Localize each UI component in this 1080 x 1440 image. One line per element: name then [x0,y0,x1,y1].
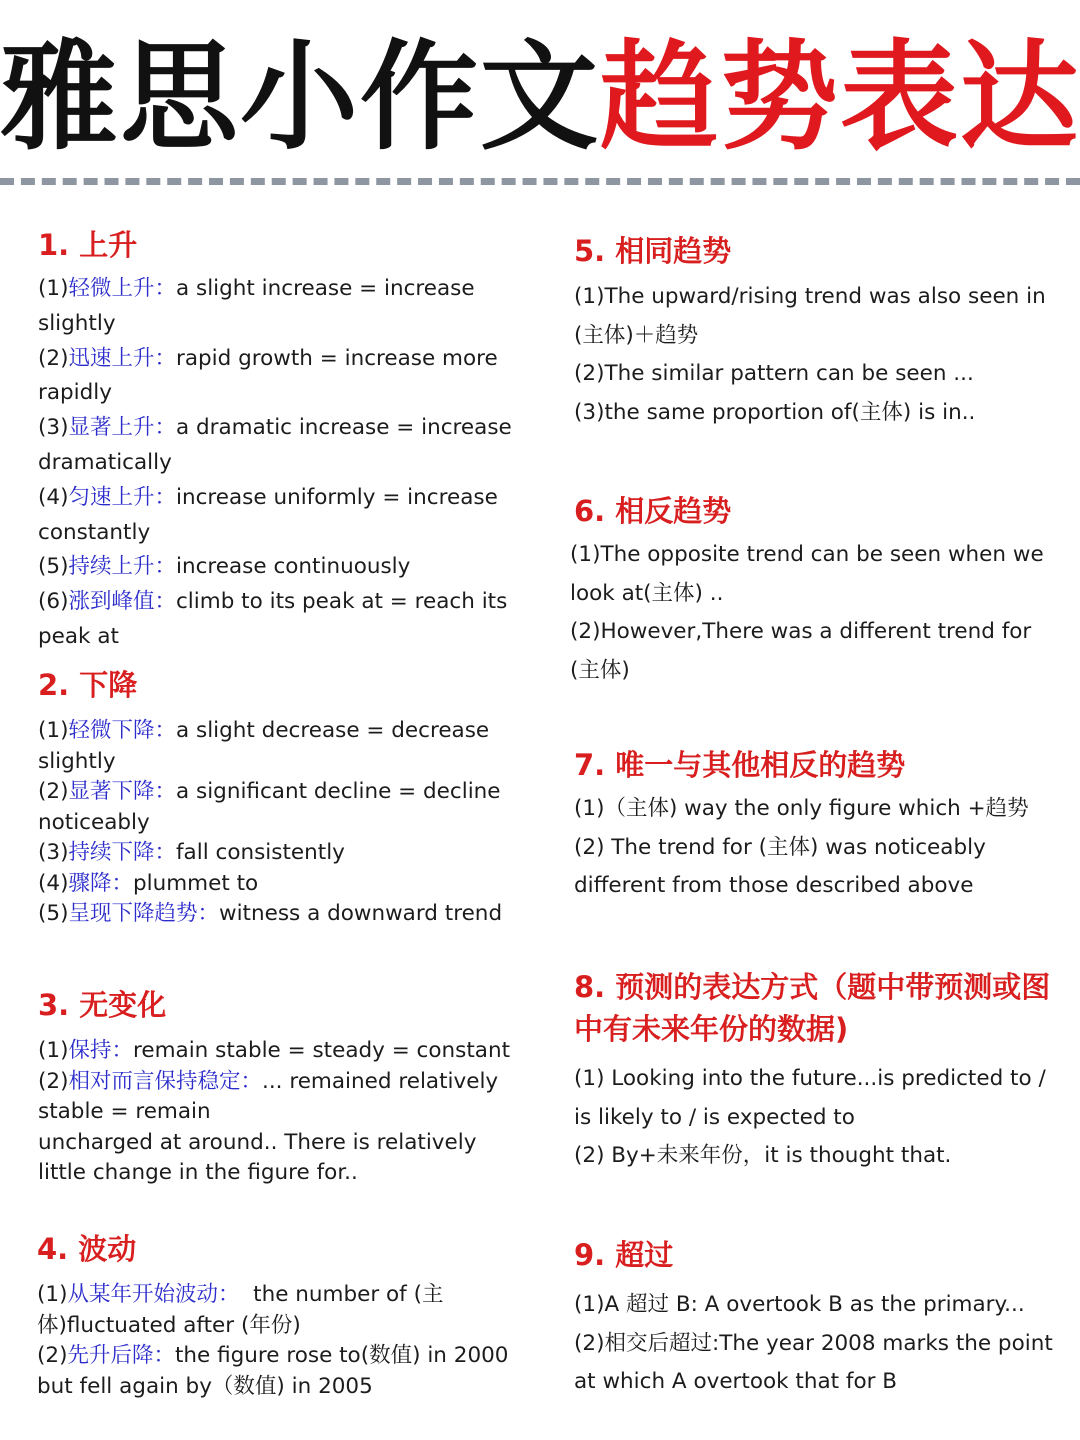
section-heading: 1. 上升 [38,228,138,262]
section-rise [38,224,538,655]
section-heading: 5. 相同趋势 [574,234,732,268]
list-item: (1)保持：remain stable = steady = constant [38,1038,511,1063]
list-item: (6)涨到峰值：climb to its peak at = reach its peak at [38,589,508,649]
list-item: (3)持续下降：fall consistently [38,840,345,865]
title-black-part: 雅思小作文 [0,28,601,166]
list-item: (2)先升后降：the figure rose to(数值) in 2000 but fell again by（数值) in 2005 [37,1343,509,1399]
section-prediction [574,966,1054,1176]
list-item: (1)（主体) way the only figure which +趋势 [574,796,1029,821]
list-item: (3)the same proportion of(主体) is in.. [574,399,976,425]
list-item: (4)骤降：plummet to [38,870,259,896]
section-overtake [574,1234,1064,1402]
list-item: (5)呈现下降趋势：witness a downward trend [38,901,503,926]
list-item: (1)从某年开始波动： the number of (主体)fluctuated after (年份) [37,1282,444,1338]
list-item: (2) The trend for (主体) was noticeably different from those described above [574,834,986,898]
list-item: (2)However,There was a different trend for (主体) [570,619,1032,683]
section-heading: 2. 下降 [38,668,138,702]
list-item: (4)匀速上升：increase uniformly = increase constantly [38,484,498,545]
list-item: (1)The opposite trend can be seen when we look at(主体) .. [570,542,1044,606]
section-same-trend [574,230,1054,432]
list-item: (2)迅速上升：rapid growth = increase more rapidly [38,345,498,406]
section-heading: 9. 超过 [574,1238,674,1272]
section-unique-opposite-trend [574,744,1044,906]
section-fall [38,664,508,930]
list-item: uncharged at around.. There is relatively little change in the figure for.. [38,1129,477,1185]
section-no-change [38,984,518,1189]
list-item: (2)显著下降：a significant decline = decline noticeably [38,779,501,835]
list-item: (1)The upward/rising trend was also seen in (主体)＋趋势 [574,284,1046,348]
list-item: (5)持续上升：increase continuously [38,554,411,580]
section-heading: 7. 唯一与其他相反的趋势 [574,748,906,782]
page-title [0,22,1080,172]
list-item: (2)The similar pattern can be seen ... [574,361,974,386]
list-item: (1)轻微下降：a slight decrease = decrease slightly [38,718,490,774]
section-heading: 4. 波动 [37,1232,137,1266]
list-item: (1)A 超过 B: A overtook B as the primary... [574,1292,1025,1317]
section-heading: 3. 无变化 [38,988,167,1022]
list-item: (1) Looking into the future...is predicted to / is likely to / is expected to [574,1066,1046,1130]
section-heading: 6. 相反趋势 [574,494,732,528]
list-item: (3)显著上升：a dramatic increase = increase dramatically [38,415,512,475]
dashed-divider [0,178,1080,185]
section-heading: 8. 预测的表达方式（题中带预测或图中有未来年份的数据) [574,970,1051,1046]
list-item: (1)轻微上升：a slight increase = increase slightly [38,276,475,336]
section-fluctuation [37,1228,537,1402]
section-opposite-trend [570,490,1050,690]
list-item: (2)相交后超过:The year 2008 marks the point at which A overtook that for B [574,1330,1053,1394]
title-red-part: 趋势表达 [600,28,1080,166]
list-item: (2)相对而言保持稳定：... remained relatively stable = remain [38,1068,499,1124]
list-item: (2) By+未来年份，it is thought that. [574,1143,952,1168]
